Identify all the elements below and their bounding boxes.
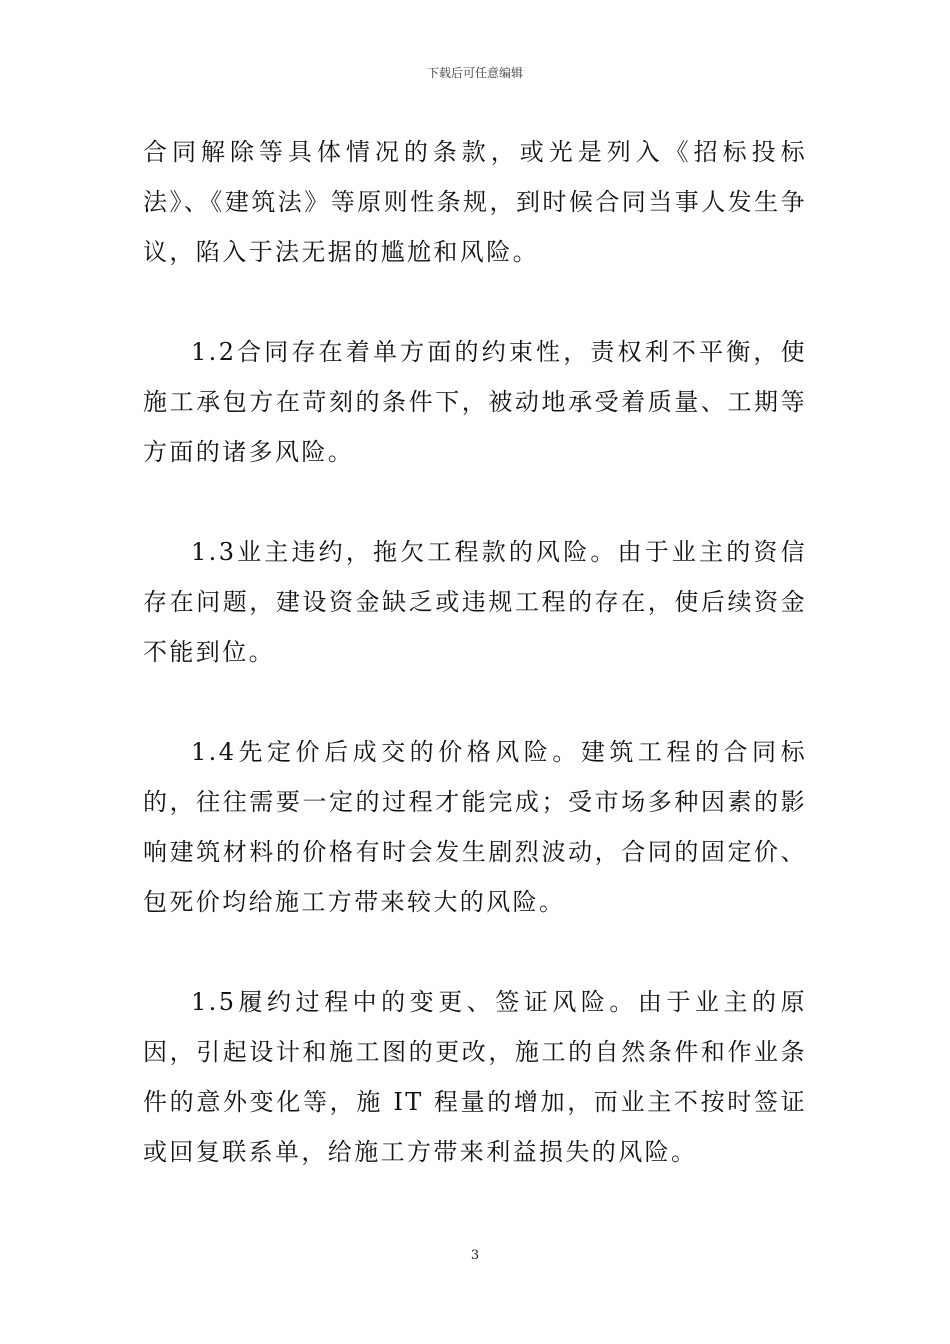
- page-header: 下载后可任意编辑: [426, 66, 523, 80]
- paragraph-1-2: 1.2合同存在着单方面的约束性，责权利不平衡，使施工承包方在苛刻的条件下，被动地承受着质量、工期等方面的诸多风险。: [143, 338, 807, 466]
- paragraph-gap: [143, 927, 807, 977]
- page-number: 3: [470, 1248, 480, 1263]
- paragraph-1-5: 1.5履约过程中的变更、签证风险。由于业主的原因，引起设计和施工图的更改，施工的自然条件和作业条件的意外变化等，施 IT 程量的增加，而业主不按时签证或回复联系单，给施工方带来利益损失的风险。: [143, 988, 807, 1166]
- paragraph-continuation: 合同解除等具体情况的条款，或光是列入《招标投标法》、《建筑法》等原则性条规，到时候合同当事人发生争议，陷入于法无据的尴尬和风险。: [143, 138, 807, 266]
- paragraph-gap: [143, 277, 807, 327]
- paragraph-gap: [143, 477, 807, 527]
- paragraph-gap: [143, 677, 807, 727]
- document-body: [143, 127, 807, 1177]
- paragraph-1-4: 1.4先定价后成交的价格风险。建筑工程的合同标的，往往需要一定的过程才能完成；受市场多种因素的影响建筑材料的价格有时会发生剧烈波动，合同的固定价、包死价均给施工方带来较大的风险。: [143, 738, 807, 916]
- paragraph-1-3: 1.3业主违约，拖欠工程款的风险。由于业主的资信存在问题，建设资金缺乏或违规工程的存在，使后续资金不能到位。: [143, 538, 807, 666]
